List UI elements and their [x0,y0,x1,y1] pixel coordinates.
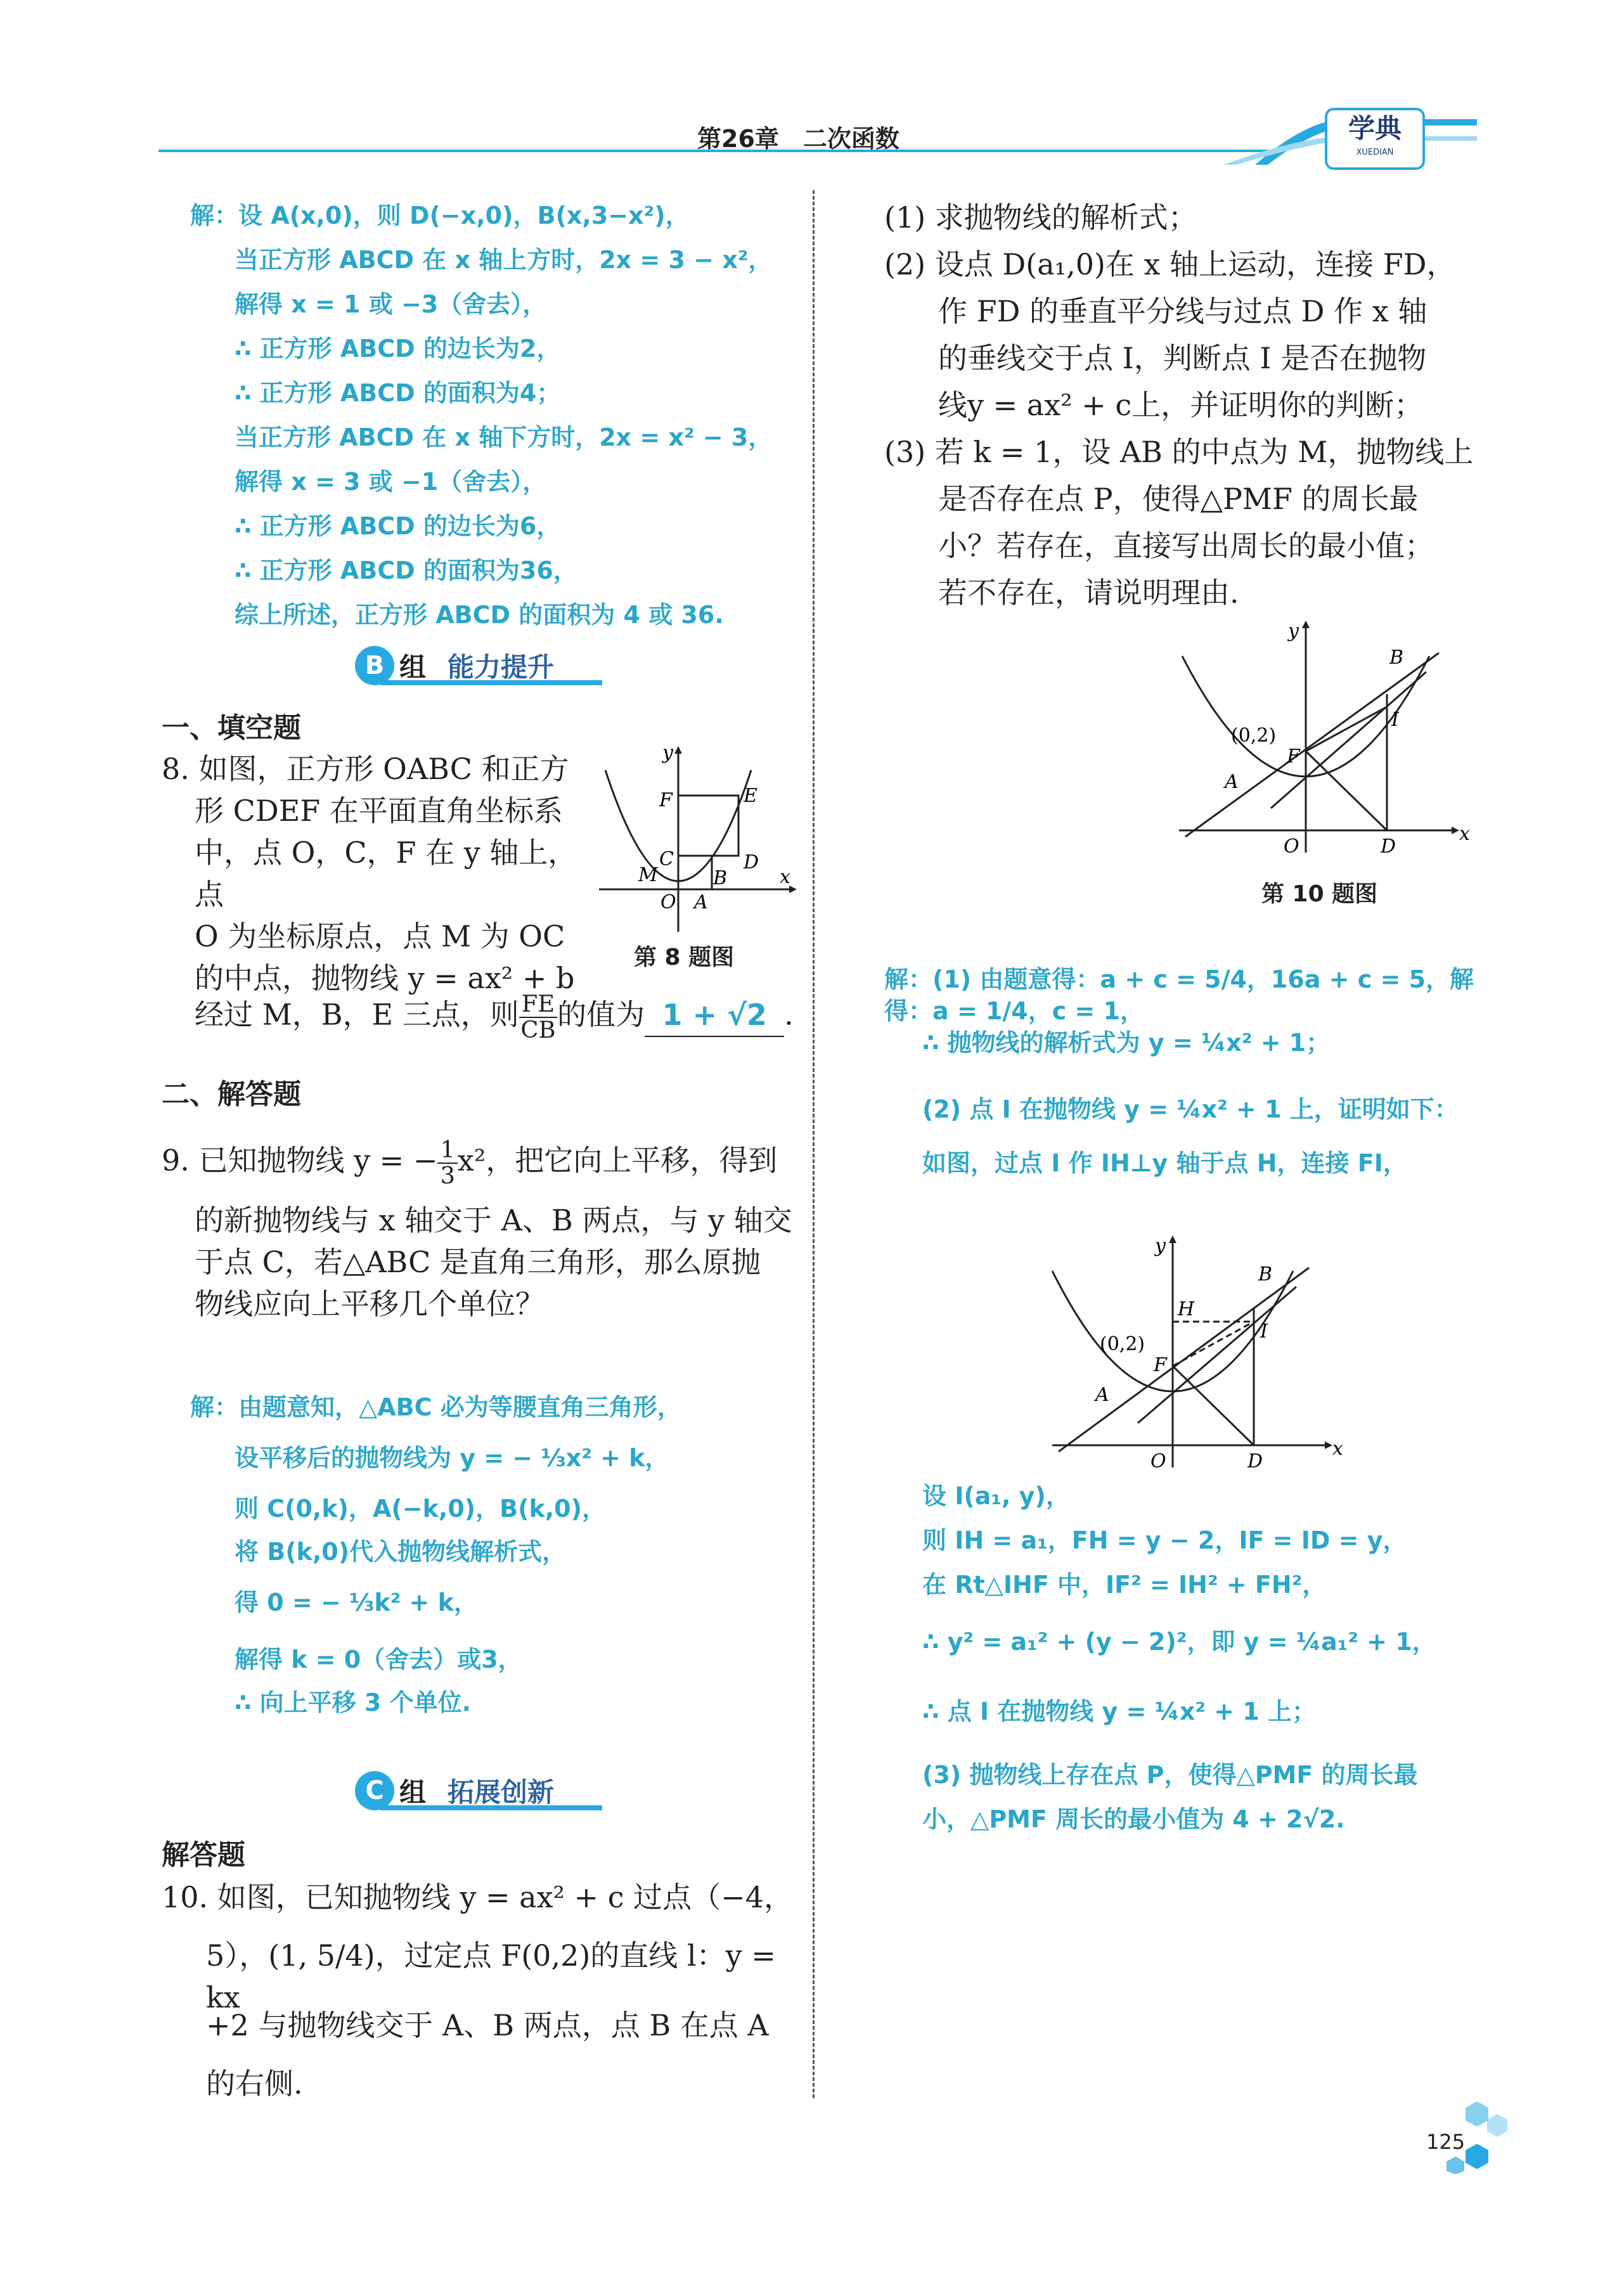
y-axis-arrow [1169,1235,1176,1243]
label-o: O [1150,1450,1166,1473]
q10-answer-part2 [922,1480,1486,1753]
label-i: I [1391,709,1399,731]
q10-part: (1) 求抛物线的解析式； [884,200,1197,235]
previous-answer-block [190,200,792,643]
question-10 [162,1876,802,2104]
q8-figure-caption: 第 8 题图 [634,944,735,970]
q9-line: 的新抛物线与 x 轴交于 A、B 两点，与 y 轴交 [195,1203,792,1238]
answer-line: ∴ 向上平移 3 个单位. [235,1689,472,1717]
chapter-title: 第26章 二次函数 [697,125,899,153]
answer-line: ∴ 正方形 ABCD 的面积为4； [235,379,561,407]
label-h: H [1178,1298,1195,1320]
label-o: O [661,891,676,913]
answer-line: 解得 x = 1 或 −3（舍去）， [235,290,547,318]
q8-answer-blank: 1 + √2 [645,994,784,1037]
q10-answer-part1 [884,963,1486,1179]
y-axis-arrow [1302,621,1310,628]
q9-line: 于点 C，若△ABC 是直角三角形，那么原抛 [195,1245,761,1280]
label-x: x [780,866,790,888]
label-y: y [1155,1235,1166,1257]
label-e: E [744,785,757,807]
group-label: 组 [399,1777,427,1808]
q10-line: +2 与抛物线交于 A、B 两点，点 B 在点 A [206,2008,769,2042]
answer-line: ∴ 点 I 在抛物线 y = ¼x² + 1 上； [922,1698,1317,1725]
q9-prefix: 9. 已知抛物线 y = − [162,1143,438,1178]
q10-figure [1173,618,1471,859]
logo-text: 学典 [1348,113,1402,144]
label-a: A [694,891,708,913]
q8-figure [599,745,802,935]
group-c-banner [355,1769,602,1813]
q10-part: 是否存在点 P，使得△PMF 的周长最 [938,482,1419,516]
group-b-banner [355,643,602,688]
q10-figure-caption: 第 10 题图 [1261,881,1378,907]
answer-line: 得 0 = − ⅓k² + k， [235,1589,478,1616]
answer-line: ∴ 正方形 ABCD 的边长为6， [235,512,561,540]
frac-numerator: FE [519,992,557,1018]
label-x: x [1459,823,1470,845]
q10-answer-part3 [922,1759,1486,1835]
frac-denominator: CB [520,1015,556,1043]
answer-line: ∴ y² = a₁² + (y − 2)²，即 y = ¼a₁² + 1， [922,1628,1436,1656]
label-i: I [1260,1320,1268,1343]
x-axis-arrow [1452,827,1459,834]
label-d: D [1247,1450,1263,1473]
q9-line: 物线应向上平移几个单位？ [195,1287,545,1322]
logo-subtext: XUEDIAN [1356,148,1394,157]
section-heading-answer: 二、解答题 [162,1078,301,1111]
answer-line: 设 I(a₁, y)， [922,1482,1070,1510]
perp-bisector [1271,672,1426,808]
label-d: D [1381,835,1396,858]
label-f: F [1287,745,1300,768]
label-f-coord: (0,2) [1100,1333,1145,1355]
q10-part: (2) 设点 D(a₁,0)在 x 轴上运动，连接 FD， [884,247,1456,281]
q10-line: 5），(1, 5/4)，过定点 F(0,2)的直线 l：y = kx [206,1938,776,2014]
q8-period: . [784,997,794,1032]
q10-parts [884,197,1474,619]
answer-line: 综上所述，正方形 ABCD 的面积为 4 或 36. [235,601,724,629]
label-b: B [713,867,728,889]
answer-line: ∴ 正方形 ABCD 的边长为2， [235,335,561,363]
page-number: 125 [1426,2130,1466,2154]
column-divider [813,190,815,2098]
label-x: x [1332,1438,1343,1460]
label-a: A [1095,1384,1109,1406]
group-title: 能力提升 [448,652,555,683]
q10-part: 线y = ax² + c上，并证明你的判断； [938,388,1424,422]
answer-line: 解：设 A(x,0)，则 D(−x,0)，B(x,3−x²)， [190,202,690,229]
answer-line: 在 Rt△IHF 中，IF² = IH² + FH²， [922,1571,1327,1599]
label-f-coord: (0,2) [1231,725,1277,747]
question-8 [162,748,605,999]
answer-line: ∴ 正方形 ABCD 的面积为36， [235,557,577,584]
label-b: B [1258,1263,1273,1286]
group-badge: C [355,1771,394,1810]
q8-line: 形 CDEF 在平面直角坐标系 [195,794,563,828]
square-oabc [678,856,712,889]
answer-line: 解得 x = 3 或 −1（舍去）， [235,468,547,496]
answer-line: 解：由题意知，△ABC 必为等腰直角三角形， [190,1393,681,1421]
answer-line: 解：(1) 由题意得：a + c = 5/4，16a + c = 5，解得：a = 1/4，c = 1， [884,965,1474,1025]
q10-part: 的垂线交于点 I，判断点 I 是否在抛物 [938,341,1427,375]
answer-line: 当正方形 ABCD 在 x 轴上方时，2x = 3 − x²， [235,246,773,274]
answer-line: 则 IH = a₁，FH = y − 2，IF = ID = y， [922,1526,1407,1554]
label-y: y [662,745,673,764]
q8-line: 中，点 O，C，F 在 y 轴上，点 [195,835,577,912]
answer-line: (2) 点 I 在抛物线 y = ¼x² + 1 上，证明如下： [922,1095,1459,1123]
q8-last-line [195,992,816,1042]
q8-prefix: 经过 M，B，E 三点，则 [195,997,519,1032]
q8-line: O 为坐标原点，点 M 为 OC [195,919,565,953]
label-m: M [638,864,658,886]
q10-part: 若不存在，请说明理由. [938,576,1239,610]
label-o: O [1284,835,1299,858]
answer-line: 设平移后的抛物线为 y = − ⅓x² + k， [235,1444,669,1472]
section-heading-solve: 解答题 [162,1839,245,1871]
q10-part: (3) 若 k = 1，设 AB 的中点为 M，抛物线上 [884,435,1474,469]
frac-numerator: 1 [437,1138,457,1164]
segment-fi [1306,707,1387,751]
q8-line: 的中点，抛物线 y = ax² + b [195,961,575,995]
label-b: B [1389,647,1404,669]
q8-mid: 的值为 [557,997,645,1032]
q8-line: 8. 如图，正方形 OABC 和正方 [162,752,569,786]
page-header [0,101,1624,171]
q9-answer [190,1391,799,1730]
brand-logo [1325,108,1425,170]
label-f: F [659,789,673,811]
answer-line: 小，△PMF 周长的最小值为 4 + 2√2. [922,1805,1345,1833]
label-c: C [659,848,674,870]
q10-line: 10. 如图，已知抛物线 y = ax² + c 过点（−4， [162,1880,793,1914]
x-axis-arrow [1325,1441,1332,1449]
q10-part: 小？若存在，直接写出周长的最小值； [938,529,1434,563]
q10-solution-figure [1046,1233,1344,1474]
section-heading-fill: 一、填空题 [162,712,301,744]
q10-line: 的右侧. [206,2066,303,2101]
group-title: 拓展创新 [448,1777,555,1808]
question-9 [162,1138,802,1325]
answer-line: 如图，过点 I 作 IH⊥y 轴于点 H，连接 FI， [922,1149,1407,1177]
line-l [1185,653,1439,837]
answer-line: 则 C(0,k)，A(−k,0)，B(k,0)， [235,1495,606,1523]
group-badge: B [355,646,394,685]
q9-suffix: x²，把它向上平移，得到 [457,1143,778,1178]
answer-line: (3) 抛物线上存在点 P，使得△PMF 的周长最 [922,1761,1418,1789]
q9-fraction [437,1138,457,1188]
y-axis-arrow [674,746,682,754]
q9-line1 [162,1138,802,1188]
answer-line: 当正方形 ABCD 在 x 轴下方时，2x = x² − 3， [235,423,773,451]
q8-fraction [519,992,557,1042]
q10-part: 作 FD 的垂直平分线与过点 D 作 x 轴 [938,294,1427,328]
label-a: A [1225,771,1239,793]
answer-line: 解得 k = 0（舍去）或3， [235,1646,522,1673]
label-f: F [1154,1354,1167,1376]
group-label: 组 [399,652,427,683]
label-y: y [1288,620,1299,642]
answer-line: 将 B(k,0)代入抛物线解析式， [235,1538,567,1566]
frac-denominator: 3 [440,1161,455,1189]
answer-line: ∴ 抛物线的解析式为 y = ¼x² + 1； [922,1029,1331,1057]
label-d: D [744,851,759,873]
